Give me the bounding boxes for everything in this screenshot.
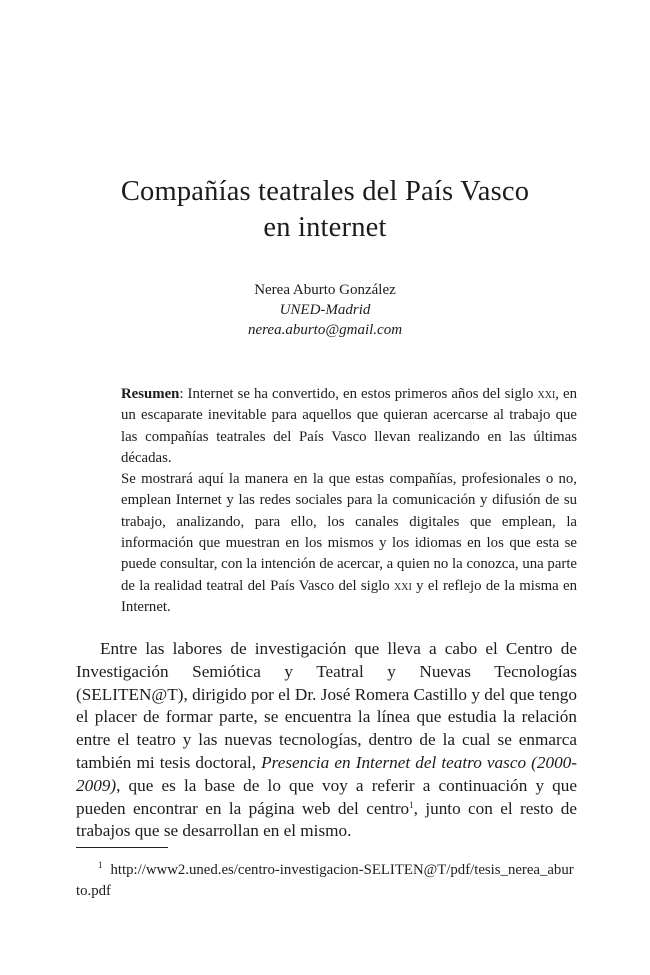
abstract <box>121 384 577 618</box>
footnote-number: 1 <box>98 860 103 870</box>
abstract-text-2b: y el reflejo de la misma en Internet. <box>121 577 578 615</box>
abstract-paragraph-1 <box>121 384 577 469</box>
body-text-c: , junto con el resto de trabajos que se desarrollan en el mismo. <box>76 798 577 841</box>
century-numeral: xxi <box>537 386 556 402</box>
thesis-title: Presencia en Internet del teatro vasco (2000-2009) <box>76 752 577 795</box>
body-text-a: Entre las labores de investigación que lleva a cabo el Centro de Investigación Semiótica y Teatral y Nuevas Tecnologías (SELITEN@T), dirigido por el Dr. José Romera Castillo y del que tengo el placer de formar parte, se encuentra la línea que estudia la relación entre el teatro y las nuevas tecnologías, dentro de la cual se enmarca también mi tesis doctoral, <box>76 639 577 772</box>
paper-title <box>0 174 650 246</box>
footnote-url[interactable]: http://www2.uned.es/centro-investigacion-SELITEN@T/pdf/tesis_nerea_aburto.pdf <box>76 862 574 899</box>
body-paragraph <box>76 638 577 843</box>
abstract-paragraph-2 <box>121 469 577 618</box>
footnote <box>76 860 577 902</box>
title-line-1: Compañías teatrales del País Vasco <box>120 176 530 207</box>
abstract-label: Resumen <box>121 386 180 402</box>
abstract-text-1b: , en un escaparate inevitable para aquellos que quieran acercarse al trabajo que las compañías teatrales del País Vasco llevan realizando en las últimas décadas. <box>121 386 577 466</box>
footnote-reference[interactable]: 1 <box>409 799 414 810</box>
author-name: Nerea Aburto González <box>254 282 396 298</box>
author-affiliation: UNED-Madrid <box>279 302 371 318</box>
century-numeral: xxi <box>394 577 412 594</box>
author-email: nerea.aburto@gmail.com <box>247 322 403 338</box>
abstract-text-1a: : Internet se ha convertido, en estos primeros años del siglo <box>179 386 538 402</box>
footnote-separator <box>76 847 168 848</box>
author-block <box>0 280 650 340</box>
title-line-2: en internet <box>263 212 387 243</box>
body-text-b: , que es la base de lo que voy a referir a continuación y que pueden encontrar en la página web del centro <box>76 775 577 818</box>
abstract-text-2a: Se mostrará aquí la manera en la que estas compañías, profesionales o no, emplean Internet y las redes sociales para la comunicación y difusión de su trabajo, analizando, para ello, los canales digitales que emplean, la información que muestran en los mismos y los idiomas en los que esta se puede consultar, con la intención de acercar, a quien no la conozca, una parte de la realidad teatral del País Vasco del siglo <box>121 471 577 594</box>
